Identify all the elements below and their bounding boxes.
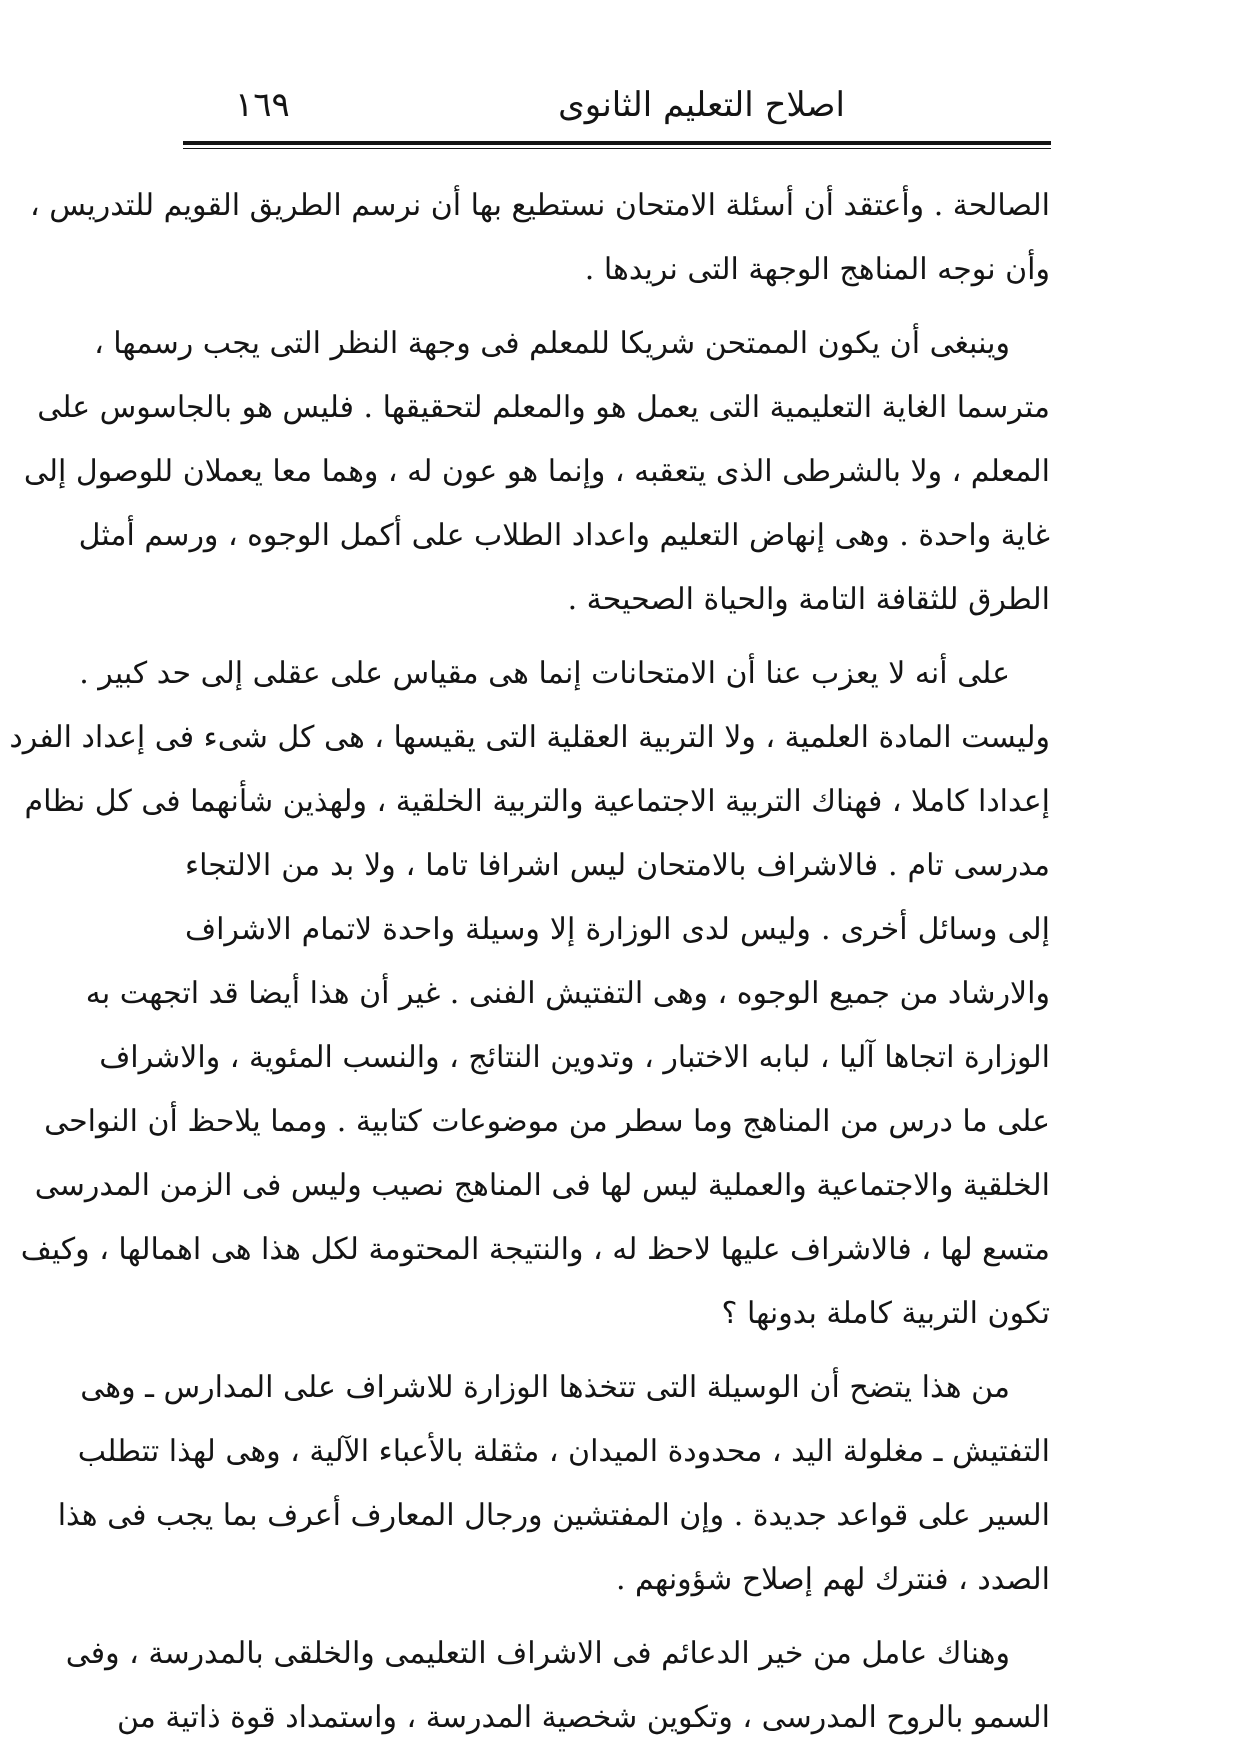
text-line: الطرق للثقافة التامة والحياة الصحيحة . (567, 582, 1050, 617)
text-line: وينبغى أن يكون الممتحن شريكا للمعلم فى وجهة النظر التى يجب رسمها ، (94, 326, 1010, 361)
header-rule-thin (183, 148, 1051, 149)
text-line: على ما درس من المناهج وما سطر من موضوعات كتابية . ومما يلاحظ أن النواحى (44, 1104, 1050, 1139)
text-line: من هذا يتضح أن الوسيلة التى تتخذها الوزارة للاشراف على المدارس ـ وهى (80, 1370, 1010, 1405)
text-line: غاية واحدة . وهى إنهاض التعليم واعداد الطلاب على أكمل الوجوه ، ورسم أمثل (78, 518, 1050, 553)
text-line: تكون التربية كاملة بدونها ؟ (721, 1296, 1050, 1331)
header-rule (183, 141, 1051, 145)
text-line: التفتيش ـ مغلولة اليد ، محدودة الميدان ، مثقلة بالأعباء الآلية ، وهى لهذا تتطلب (77, 1434, 1050, 1469)
text-line: إعدادا كاملا ، فهناك التربية الاجتماعية والتربية الخلقية ، ولهذين شأنهما فى كل نظام (24, 784, 1050, 819)
text-line: متسع لها ، فالاشراف عليها لاحظ له ، والنتيجة المحتومة لكل هذا هى اهمالها ، وكيف (20, 1232, 1050, 1267)
body-text (9, 174, 1050, 1735)
text-line: الصالحة . وأعتقد أن أسئلة الامتحان نستطيع بها أن نرسم الطريق القويم للتدريس ، (29, 188, 1050, 223)
page-header (185, 80, 1045, 140)
text-line: مدرسى تام . فالاشراف بالامتحان ليس اشرافا تاما ، ولا بد من الالتجاء (185, 848, 1050, 883)
text-line: على أنه لا يعزب عنا أن الامتحانات إنما هى مقياس على عقلى إلى حد كبير . (79, 656, 1010, 691)
paragraph (9, 642, 1050, 1346)
text-line: السمو بالروح المدرسى ، وتكوين شخصية المدرسة ، واستمداد قوة ذاتية من (116, 1700, 1050, 1735)
text-line: الخلقية والاجتماعية والعملية ليس لها فى المناهج نصيب وليس فى الزمن المدرسى (34, 1168, 1050, 1203)
text-line: وأن نوجه المناهج الوجهة التى نريدها . (584, 252, 1050, 287)
text-line: الصدد ، فنترك لهم إصلاح شؤونهم . (615, 1562, 1050, 1597)
text-line: السير على قواعد جديدة . وإن المفتشين ورجال المعارف أعرف بما يجب فى هذا (57, 1498, 1050, 1533)
text-line: وليست المادة العلمية ، ولا التربية العقلية التى يقيسها ، هى كل شىء فى إعداد الفرد (9, 720, 1050, 755)
text-line: إلى وسائل أخرى . وليس لدى الوزارة إلا وسيلة واحدة لاتمام الاشراف (185, 912, 1050, 947)
page-number: ١٦٩ (235, 85, 290, 125)
text-line: والارشاد من جميع الوجوه ، وهى التفتيش الفنى . غير أن هذا أيضا قد اتجهت به (85, 976, 1050, 1011)
text-line: المعلم ، ولا بالشرطى الذى يتعقبه ، وإنما هو عون له ، وهما معا يعملان للوصول إلى (23, 454, 1050, 489)
text-line: مترسما الغاية التعليمية التى يعمل هو والمعلم لتحقيقها . فليس هو بالجاسوس على (37, 390, 1050, 425)
text-line: وهناك عامل من خير الدعائم فى الاشراف التعليمى والخلقى بالمدرسة ، وفى (65, 1636, 1010, 1671)
paragraph (29, 174, 1050, 302)
running-title: اصلاح التعليم الثانوى (558, 85, 845, 125)
paragraph (57, 1356, 1050, 1612)
paragraph (23, 312, 1050, 632)
paragraph (65, 1622, 1050, 1750)
text-line: الوزارة اتجاها آليا ، لبابه الاختبار ، وتدوين النتائج ، والنسب المئوية ، والاشراف (99, 1040, 1050, 1075)
